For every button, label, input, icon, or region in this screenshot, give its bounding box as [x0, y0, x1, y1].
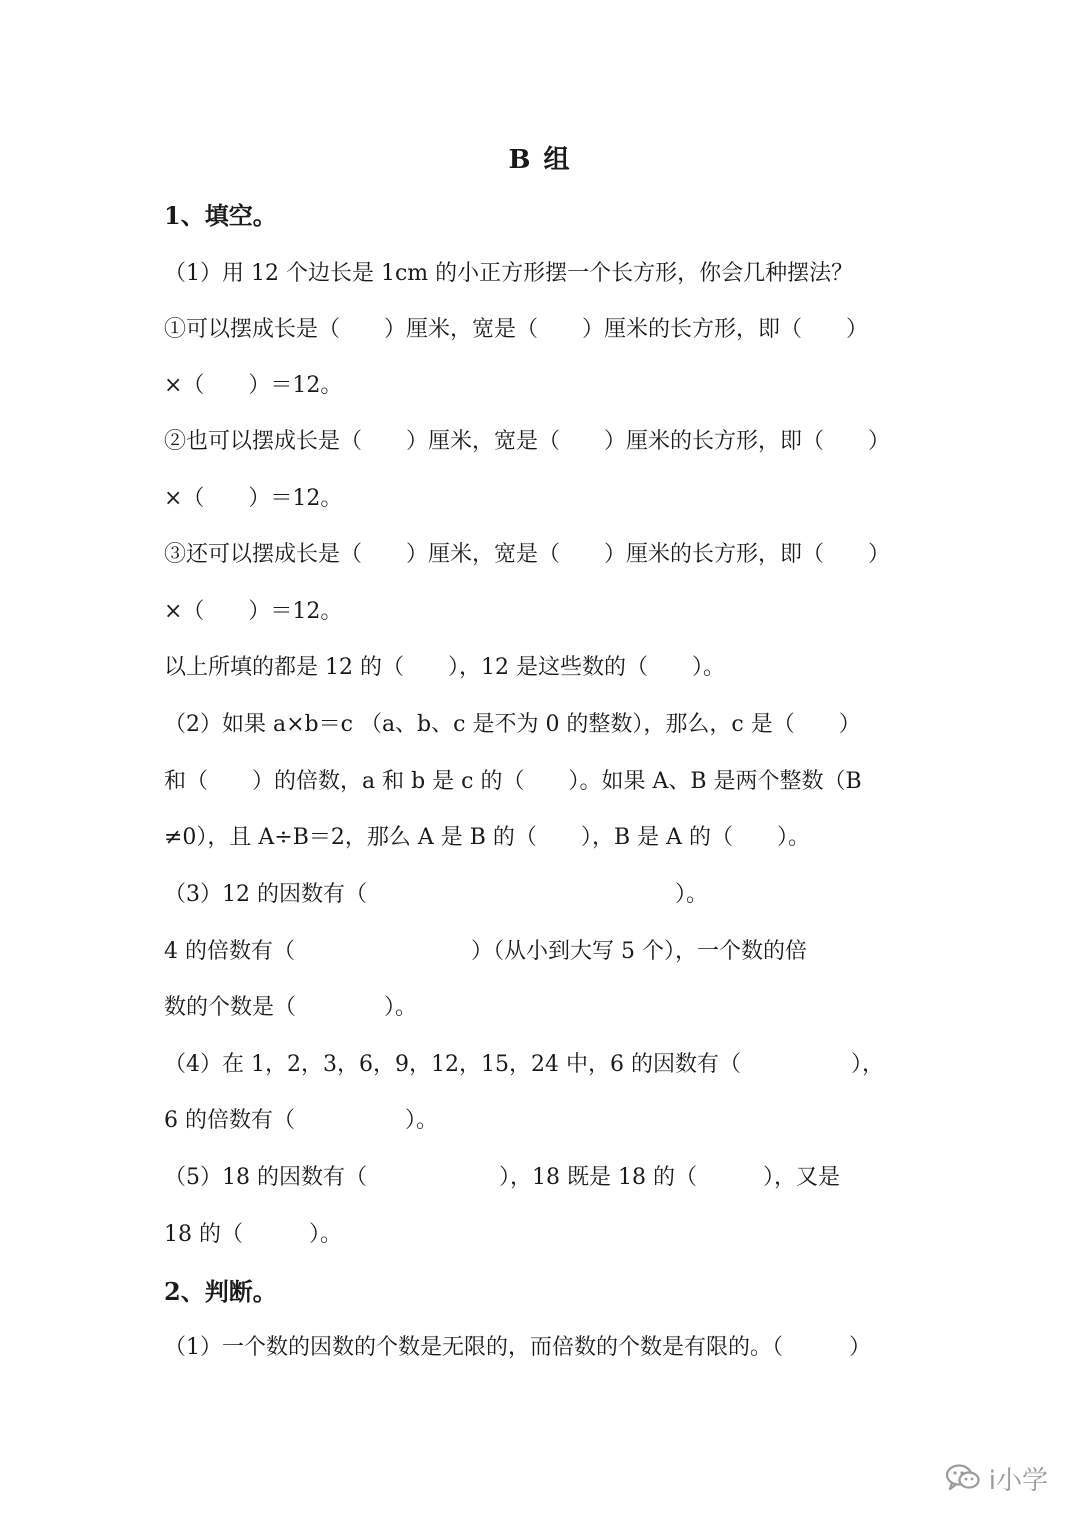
q1-part5-line2: 18 的（ ）。 [164, 1222, 342, 1247]
q1-option3-line2: ×（ ）＝12。 [164, 599, 343, 624]
section-title: B 组 [508, 145, 572, 175]
watermark [945, 1458, 1048, 1498]
q1-part3-line2: 4 的倍数有（ ）（从小到大写 5 个），一个数的倍 [164, 939, 807, 964]
wechat-icon [945, 1463, 981, 1493]
q1-part2-line1: （2）如果 a×b＝c （a、b、c 是不为 0 的整数），那么，c 是（ ） [164, 712, 861, 737]
q1-option1-line2: ×（ ）＝12。 [164, 373, 343, 398]
q1-part2-line3: ≠0），且 A÷B＝2，那么 A 是 B 的（ ），B 是 A 的（ ）。 [164, 825, 810, 850]
q1-part4-line1: （4）在 1，2，3，6，9，12，15，24 中，6 的因数有（ ）， [164, 1052, 884, 1077]
question-2-heading: 2、判断。 [164, 1277, 277, 1306]
q1-option1-line1: ①可以摆成长是（ ）厘米，宽是（ ）厘米的长方形，即（ ） [164, 317, 869, 342]
q1-part4-line2: 6 的倍数有（ ）。 [164, 1108, 438, 1133]
question-1-heading: 1、填空。 [164, 201, 277, 230]
q2-part1: （1）一个数的因数的个数是无限的，而倍数的个数是有限的。（ ） [164, 1335, 871, 1360]
q1-option3-line1: ③还可以摆成长是（ ）厘米，宽是（ ）厘米的长方形，即（ ） [164, 542, 891, 567]
q1-part2-line2: 和（ ）的倍数，a 和 b 是 c 的（ ）。如果 A、B 是两个整数（B [164, 769, 862, 794]
q1-part1-prompt: （1）用 12 个边长是 1cm 的小正方形摆一个长方形，你会几种摆法？ [164, 261, 854, 286]
q1-part5-line1: （5）18 的因数有（ ），18 既是 18 的（ ），又是 [164, 1165, 840, 1190]
q1-summary: 以上所填的都是 12 的（ ），12 是这些数的（ ）。 [164, 655, 725, 680]
q1-part3-line1: （3）12 的因数有（ ）。 [164, 882, 708, 907]
q1-part3-line3: 数的个数是（ ）。 [164, 995, 418, 1020]
q1-option2-line1: ②也可以摆成长是（ ）厘米，宽是（ ）厘米的长方形，即（ ） [164, 429, 891, 454]
watermark-text: i小学 [988, 1465, 1048, 1496]
q1-option2-line2: ×（ ）＝12。 [164, 486, 343, 511]
